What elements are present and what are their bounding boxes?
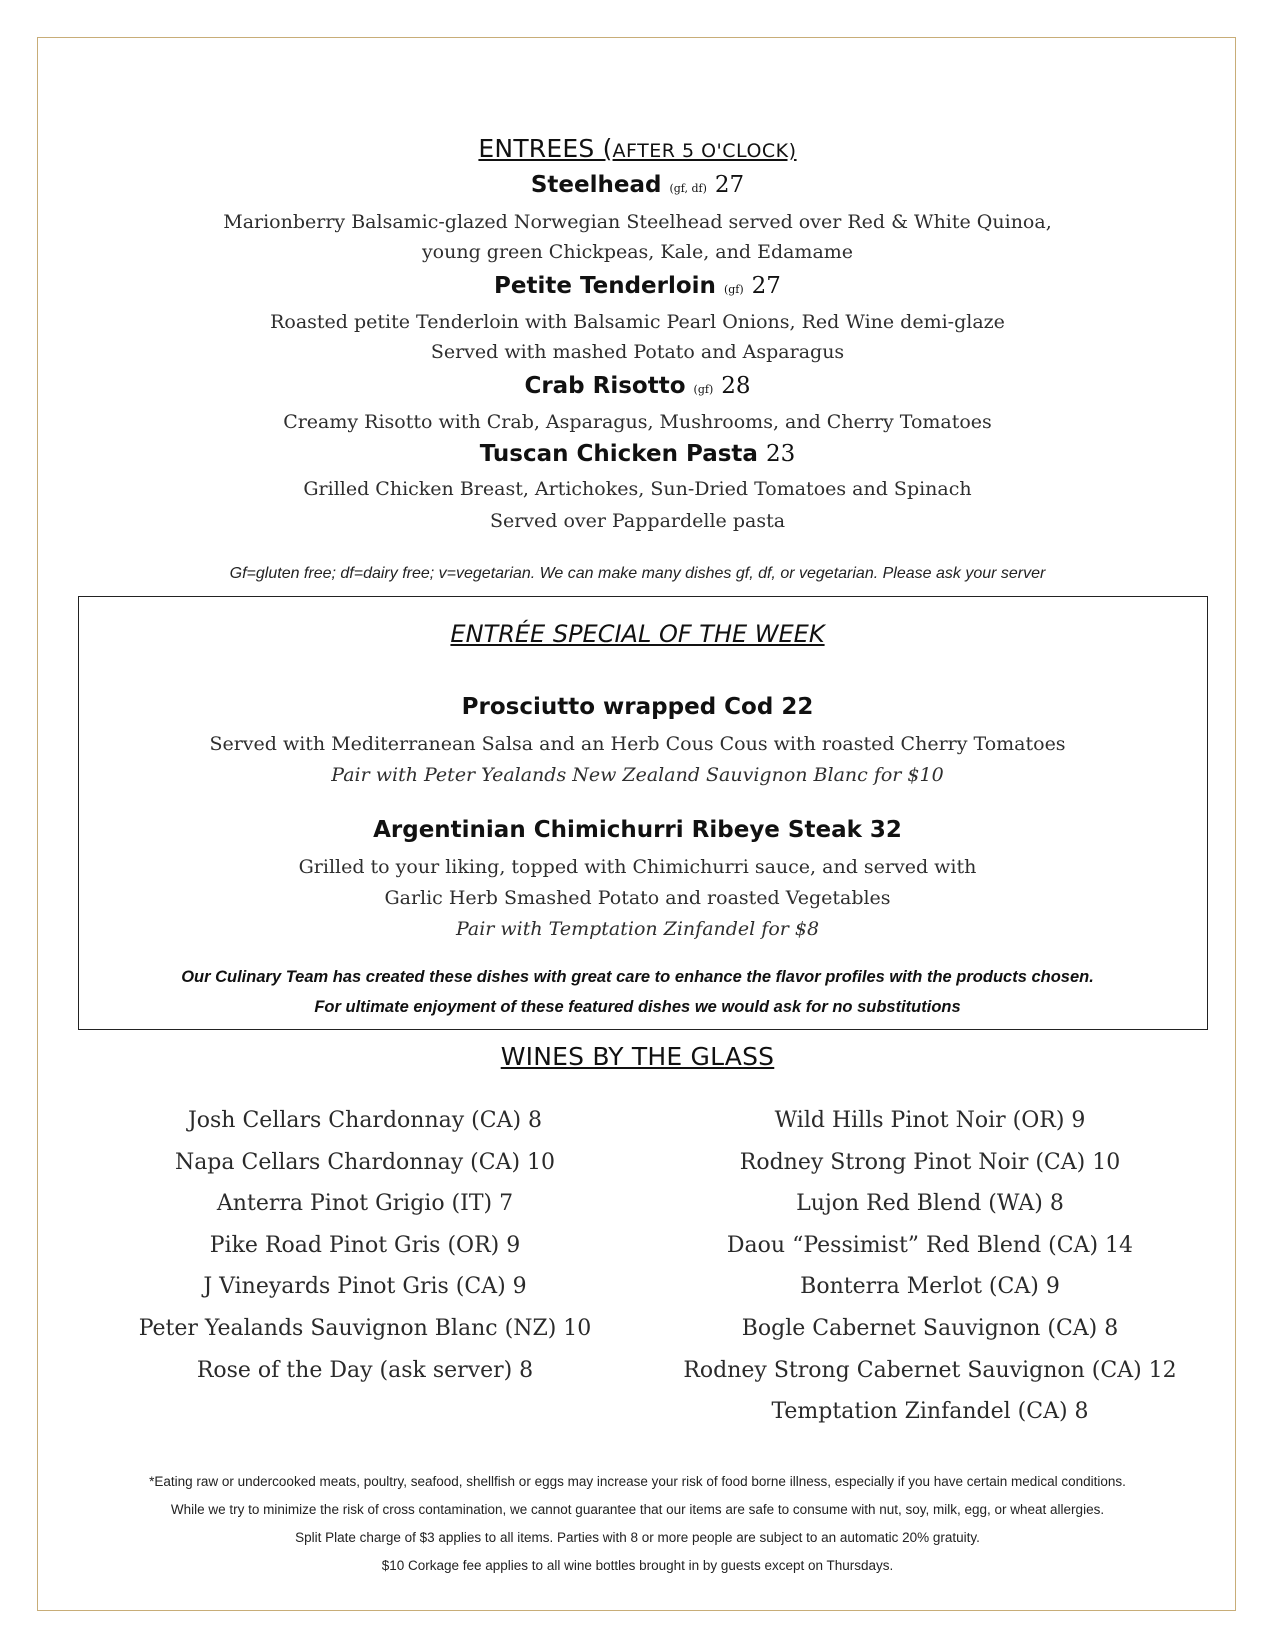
culinary-team-note: Our Culinary Team has created these dishes with great care to enhance the flavor profiles with the products chosen. <box>181 968 1094 986</box>
special-of-the-week-box <box>78 596 1208 1030</box>
dish-description: young green Chickpeas, Kale, and Edamame <box>421 241 854 263</box>
special-title: ENTRÉE SPECIAL OF THE WEEK <box>450 620 825 648</box>
dish-description: Grilled to your liking, topped with Chimichurri sauce, and served with <box>298 856 977 878</box>
dish-tuscan-chicken-pasta: Tuscan Chicken Pasta 23 <box>479 441 796 467</box>
wine-item: J Vineyards Pinot Gris (CA) 9 <box>203 1274 527 1300</box>
wine-item: Lujon Red Blend (WA) 8 <box>796 1191 1064 1217</box>
wines-heading: WINES BY THE GLASS <box>500 1042 775 1071</box>
culinary-team-note: For ultimate enjoyment of these featured dishes we would ask for no substitutions <box>314 998 961 1016</box>
dish-description: Roasted petite Tenderloin with Balsamic Pearl Onions, Red Wine demi-glaze <box>270 311 1005 333</box>
wine-item: Bogle Cabernet Sauvignon (CA) 8 <box>741 1315 1119 1341</box>
entrees-heading: ENTREES (AFTER 5 O'CLOCK) <box>478 134 797 163</box>
wine-item: Napa Cellars Chardonnay (CA) 10 <box>174 1149 556 1175</box>
dish-description: Grilled Chicken Breast, Artichokes, Sun-Dried Tomatoes and Spinach <box>303 478 972 500</box>
dish-steelhead: Steelhead (gf, df) 27 <box>530 172 745 198</box>
footer-allergy-note: While we try to minimize the risk of cross contamination, we cannot guarantee that our items are safe to consume with nut, soy, milk, egg, or wheat allergies. <box>170 1502 1105 1517</box>
wine-item: Bonterra Merlot (CA) 9 <box>800 1274 1060 1300</box>
wine-item: Pike Road Pinot Gris (OR) 9 <box>209 1232 521 1258</box>
wine-item: Wild Hills Pinot Noir (OR) 9 <box>774 1108 1086 1133</box>
footer-corkage: $10 Corkage fee applies to all wine bottles brought in by guests except on Thursdays. <box>381 1558 894 1573</box>
footer-split-plate: Split Plate charge of $3 applies to all items. Parties with 8 or more people are subject to an automatic 20% gratuity. <box>295 1530 980 1545</box>
wine-item: Rose of the Day (ask server) 8 <box>196 1357 534 1383</box>
dish-description: Served over Pappardelle pasta <box>489 510 786 532</box>
dish-description: Creamy Risotto with Crab, Asparagus, Mushrooms, and Cherry Tomatoes <box>283 411 992 433</box>
special-dish-cod: Prosciutto wrapped Cod 22 <box>461 694 814 720</box>
footer-disclaimer: *Eating raw or undercooked meats, poultry, seafood, shellfish or eggs may increase your risk of food borne illness, especially if you have certain medical conditions. <box>149 1474 1126 1489</box>
dish-description: Garlic Herb Smashed Potato and roasted Vegetables <box>384 887 891 909</box>
wine-item: Temptation Zinfandel (CA) 8 <box>771 1399 1089 1425</box>
wine-list-left <box>85 1100 645 1391</box>
dish-description: Marionberry Balsamic-glazed Norwegian Steelhead served over Red & White Quinoa, <box>223 211 1052 233</box>
wine-item: Rodney Strong Pinot Noir (CA) 10 <box>739 1149 1121 1175</box>
wine-item: Anterra Pinot Grigio (IT) 7 <box>216 1191 514 1217</box>
wine-item: Rodney Strong Cabernet Sauvignon (CA) 12 <box>683 1357 1177 1383</box>
wine-item: Josh Cellars Chardonnay (CA) 8 <box>187 1108 543 1133</box>
wine-pairing: Pair with Temptation Zinfandel for $8 <box>455 918 820 940</box>
wine-list-right <box>650 1100 1210 1433</box>
dish-petite-tenderloin: Petite Tenderloin (gf) 27 <box>494 273 781 299</box>
wine-item: Peter Yealands Sauvignon Blanc (NZ) 10 <box>138 1315 592 1341</box>
special-dish-ribeye: Argentinian Chimichurri Ribeye Steak 32 <box>373 817 902 843</box>
dish-description: Served with Mediterranean Salsa and an Herb Cous Cous with roasted Cherry Tomatoes <box>209 733 1066 755</box>
dish-description: Served with mashed Potato and Asparagus <box>430 341 845 363</box>
wine-item: Daou “Pessimist” Red Blend (CA) 14 <box>726 1232 1134 1258</box>
wine-pairing: Pair with Peter Yealands New Zealand Sauvignon Blanc for $10 <box>331 764 944 786</box>
dietary-note: Gf=gluten free; df=dairy free; v=vegetarian. We can make many dishes gf, df, or vegetarian. Please ask your server <box>229 565 1046 582</box>
dish-crab-risotto: Crab Risotto (gf) 28 <box>524 373 751 399</box>
